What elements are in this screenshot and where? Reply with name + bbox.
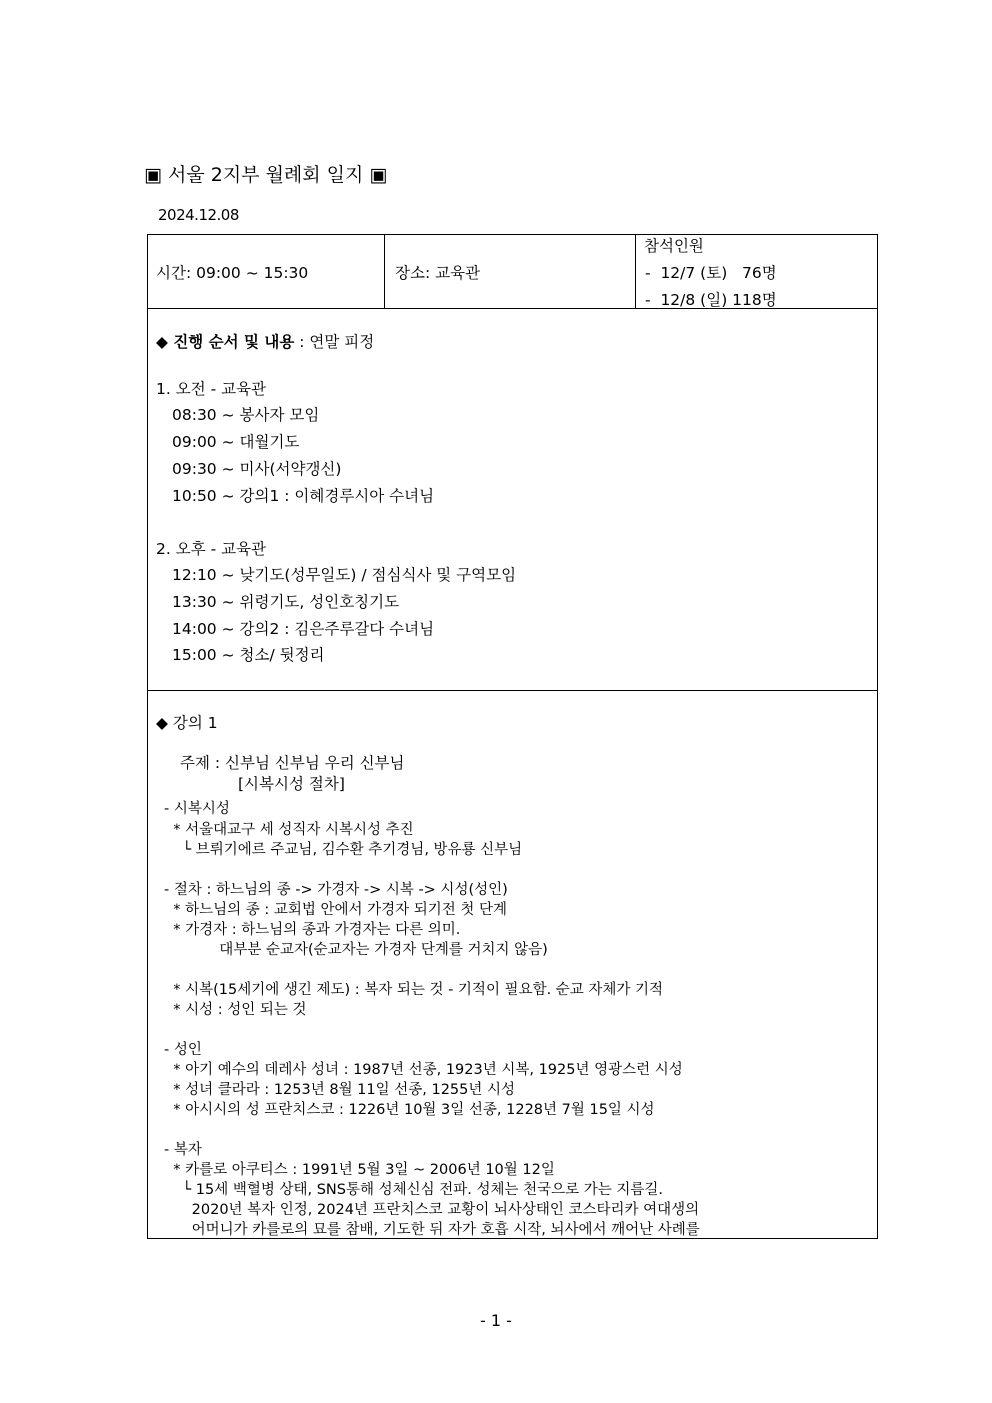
program-section xyxy=(147,308,878,691)
lecture-line: * 아시시의 성 프란치스코 : 1226년 10월 3일 선종, 1228년 7월 15일 시성 xyxy=(164,1102,655,1118)
morning-title: 1. 오전 - 교육관 xyxy=(156,380,267,398)
lecture-line: * 카를로 아쿠티스 : 1991년 5월 3일 ~ 2006년 10월 12일 xyxy=(164,1162,555,1178)
lecture-line: - 성인 xyxy=(164,1042,202,1058)
lecture-line: * 하느님의 종 : 교회법 안에서 가경자 되기전 첫 단계 xyxy=(164,902,507,918)
attendance-day1: - 12/7 (토) 76명 xyxy=(645,264,777,282)
schedule-item: 15:00 ~ 청소/ 뒷정리 xyxy=(172,646,325,664)
lecture-line: 어머니가 카를로의 묘를 참배, 기도한 뒤 자가 호흡 시작, 뇌사에서 깨어난 사례를 xyxy=(164,1222,700,1238)
program-heading-bold: ◆ 진행 순서 및 내용 xyxy=(156,333,295,351)
lecture-line: * 가경자 : 하느님의 종과 가경자는 다른 의미. xyxy=(164,922,461,938)
lecture-line: 2020년 복자 인정, 2024년 프란치스코 교황이 뇌사상태인 코스타리카 여대생의 xyxy=(164,1202,700,1218)
lecture-line: * 서울대교구 세 성직자 시복시성 추진 xyxy=(164,822,414,838)
lecture-line: * 성녀 클라라 : 1253년 8월 11일 선종, 1255년 시성 xyxy=(164,1082,516,1098)
schedule-item: 10:50 ~ 강의1 : 이혜경루시아 수녀님 xyxy=(172,487,435,505)
page-number: - 1 - xyxy=(480,1311,512,1330)
lecture-line: * 시복(15세기에 생긴 제도) : 복자 되는 것 - 기적이 필요함. 순교 자체가 기적 xyxy=(164,982,664,998)
schedule-item: 09:30 ~ 미사(서약갱신) xyxy=(172,460,342,478)
lecture-line: └ 15세 백혈병 상태, SNS통해 성체신심 전파. 성체는 천국으로 가는 지름길. xyxy=(164,1182,663,1198)
attendance-day2: - 12/8 (일) 118명 xyxy=(645,291,777,309)
attendance-label: 참석인원 xyxy=(644,237,704,255)
document-date: 2024.12.08 xyxy=(158,206,239,224)
lecture-line: * 시성 : 성인 되는 것 xyxy=(164,1002,307,1018)
lecture-line: 대부분 순교자(순교자는 가경자 단계를 거치지 않음) xyxy=(164,942,548,958)
info-time: 시간: 09:00 ~ 15:30 xyxy=(156,264,309,282)
lecture-section xyxy=(147,690,878,1239)
program-heading xyxy=(156,330,374,352)
lecture-line: - 복자 xyxy=(164,1142,202,1158)
document-title: ▣ 서울 2지부 월례회 일지 ▣ xyxy=(144,164,388,186)
info-place: 장소: 교육관 xyxy=(395,264,481,282)
schedule-item: 14:00 ~ 강의2 : 김은주루갈다 수녀님 xyxy=(172,620,435,638)
info-table xyxy=(147,234,878,309)
program-heading-rest: : 연말 피정 xyxy=(294,333,375,351)
lecture-heading: ◆ 강의 1 xyxy=(156,714,218,732)
lecture-topic-sub: [시복시성 절차] xyxy=(238,775,345,793)
lecture-line: - 절차 : 하느님의 종 -> 가경자 -> 시복 -> 시성(성인) xyxy=(164,882,508,898)
schedule-item: 09:00 ~ 대월기도 xyxy=(172,433,300,451)
info-divider-2 xyxy=(635,235,636,308)
schedule-item: 08:30 ~ 봉사자 모임 xyxy=(172,406,320,424)
schedule-item: 12:10 ~ 낮기도(성무일도) / 점심식사 및 구역모임 xyxy=(172,566,517,584)
lecture-line: * 아기 예수의 데레사 성녀 : 1987년 선종, 1923년 시복, 1925년 영광스런 시성 xyxy=(164,1062,683,1078)
afternoon-title: 2. 오후 - 교육관 xyxy=(156,540,267,558)
lecture-line: - 시복시성 xyxy=(164,801,230,817)
schedule-item: 13:30 ~ 위령기도, 성인호칭기도 xyxy=(172,593,400,611)
lecture-topic: 주제 : 신부님 신부님 우리 신부님 xyxy=(180,754,405,772)
info-divider-1 xyxy=(384,235,385,308)
lecture-line: └ 브뤼기에르 주교님, 김수환 추기경님, 방유룡 신부님 xyxy=(164,842,523,858)
